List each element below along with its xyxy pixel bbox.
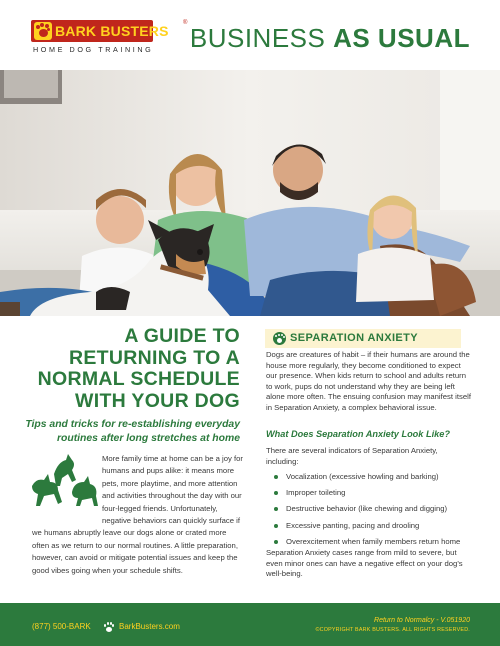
list-item (266, 472, 471, 483)
logo-tagline: HOME DOG TRAINING (33, 45, 154, 54)
page-title (190, 23, 470, 54)
family-with-dog-photo (0, 70, 500, 316)
footer-version: Return to Normalcy - V.051920 (374, 617, 470, 624)
list-item-text: Destructive behavior (like chewing and digging) (286, 504, 448, 514)
bullet-icon (274, 507, 278, 511)
separation-paragraph-1: Dogs are creatures of habit – if their humans are around the house more regularly, they become conditioned to expect our presence. When kids return to school and adults return to work, pups do not understand why they are being left alone more often. The ensuing confusion may manifest itself in Separation Anxiety, a complex behavioral issue. (266, 350, 471, 412)
list-item-text: Overexcitement when family members return home (286, 536, 461, 546)
guide-subtitle: Tips and tricks for re-establishing everyday routines after long stretches at home (25, 419, 240, 444)
separation-paragraph-3: Separation Anxiety cases range from mild to severe, but even minor ones can have a negative effect on your dog's well-being. (266, 548, 463, 579)
list-item-text: Vocalization (excessive howling and barking) (286, 472, 439, 481)
bark-busters-logo (31, 20, 188, 58)
list-item (266, 488, 471, 499)
intro-text: More family time at home can be a joy for humans and pups alike: it means more pets, more playtime, and more attention and activities throughout the day with our four-legged friends. Unfortunately, negative behaviors can quickly surface if we humans abruptly leave our dogs alone or crated more often as we return to our normal routines. A little preparation, however, can avoid or mitigate potential issues and keep the good vibes going when your schedule shifts. (32, 454, 243, 575)
paw-logo-icon (34, 22, 52, 40)
separation-paragraph-2: There are several indicators of Separation Anxiety, including: (266, 446, 438, 466)
list-item-text: Excessive panting, pacing and drooling (286, 520, 420, 530)
footer-copyright: ©COPYRIGHT BARK BUSTERS. ALL RIGHTS RESERVED. (315, 627, 470, 633)
logo-wordmark: BARK BUSTERS (55, 23, 169, 39)
dogs-illustration-space (32, 453, 102, 519)
paw-icon (273, 332, 286, 345)
page-footer (0, 603, 500, 646)
bullet-icon (274, 475, 278, 479)
list-item-text: Improper toileting (286, 488, 346, 498)
bullet-icon (274, 540, 278, 544)
logo-banner (31, 20, 169, 42)
section-heading: SEPARATION ANXIETY (290, 332, 419, 344)
footer-phone[interactable]: (877) 500-BARK (32, 622, 91, 631)
family-photo-illustration (0, 70, 500, 316)
list-item (266, 504, 471, 515)
page-title-bold: AS USUAL (333, 23, 470, 53)
list-item (266, 521, 471, 532)
footer-website-link[interactable]: BarkBusters.com (119, 622, 180, 631)
intro-paragraph (32, 453, 243, 577)
paw-footer-icon (104, 622, 114, 632)
guide-title: A GUIDE TO RETURNING TO A NORMAL SCHEDULE WITH YOUR DOG (37, 325, 240, 412)
registered-mark: ® (183, 20, 188, 26)
list-item (266, 537, 471, 548)
bullet-icon (274, 524, 278, 528)
bullet-icon (274, 491, 278, 495)
page-title-light: BUSINESS (189, 23, 334, 53)
page-header (0, 0, 500, 70)
separation-subheading: What Does Separation Anxiety Look Like? (266, 429, 450, 439)
indicator-list (266, 472, 471, 553)
